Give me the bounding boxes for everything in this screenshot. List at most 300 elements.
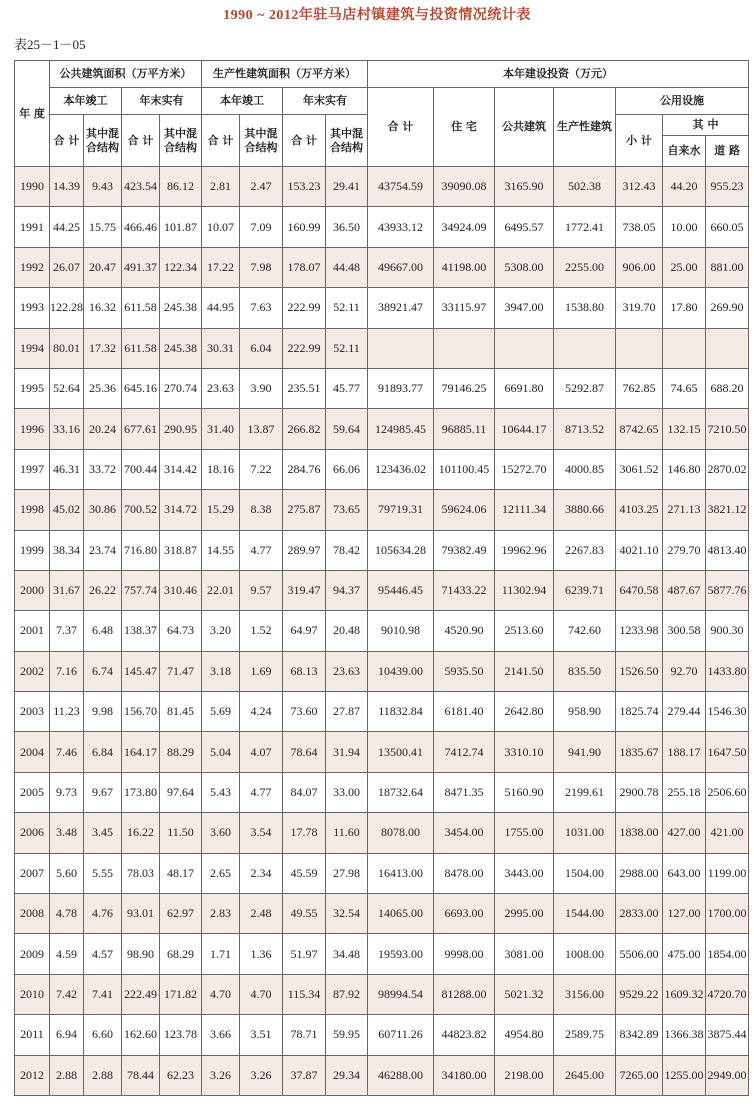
table-cell: 5160.90: [495, 772, 554, 812]
table-cell: 7210.50: [706, 409, 749, 449]
table-cell: 1233.98: [616, 611, 663, 651]
table-cell: 20.24: [84, 409, 122, 449]
header-housing: 住 宅: [434, 88, 495, 167]
header-investment: 本年建设投资（万元）: [368, 61, 749, 88]
table-cell: 74.65: [663, 368, 706, 408]
table-cell: 1546.30: [706, 692, 749, 732]
table-cell: 73.65: [326, 490, 368, 530]
table-cell: 1366.38: [663, 1015, 706, 1055]
table-cell: 78.44: [122, 1055, 160, 1095]
table-cell: 14.55: [202, 530, 240, 570]
table-cell: 2645.00: [554, 1055, 616, 1095]
table-cell: 4021.10: [616, 530, 663, 570]
table-cell: 270.74: [160, 368, 202, 408]
table-cell: 423.54: [122, 167, 160, 207]
table-cell: 62.23: [160, 1055, 202, 1095]
table-cell: 881.00: [706, 247, 749, 287]
table-cell: 1854.00: [706, 934, 749, 974]
table-row: [15, 207, 749, 247]
table-cell: 491.37: [122, 247, 160, 287]
table-cell: 611.58: [122, 328, 160, 368]
table-cell: 45.77: [326, 368, 368, 408]
table-row: [15, 651, 749, 691]
table-cell: 3.18: [202, 651, 240, 691]
year-cell: 2002: [15, 651, 50, 691]
table-cell: 156.70: [122, 692, 160, 732]
table-cell: 46288.00: [368, 1055, 434, 1095]
table-cell: 45.02: [50, 490, 84, 530]
header-public-completed-total: 合 计: [50, 115, 84, 167]
table-cell: 178.07: [283, 247, 326, 287]
table-cell: 30.31: [202, 328, 240, 368]
table-cell: 4.77: [240, 772, 283, 812]
table-cell: 16.32: [84, 288, 122, 328]
table-cell: 71433.22: [434, 570, 495, 610]
table-cell: 160.99: [283, 207, 326, 247]
table-cell: 15272.70: [495, 449, 554, 489]
table-cell: 266.82: [283, 409, 326, 449]
table-cell: 9.73: [50, 772, 84, 812]
table-row: [15, 328, 749, 368]
table-row: [15, 530, 749, 570]
table-cell: 6495.57: [495, 207, 554, 247]
table-cell: 4.70: [202, 974, 240, 1014]
year-cell: 2007: [15, 853, 50, 893]
table-cell: 17.22: [202, 247, 240, 287]
table-cell: 3.45: [84, 813, 122, 853]
table-cell: 312.43: [616, 167, 663, 207]
table-cell: 2.88: [84, 1055, 122, 1095]
table-cell: 8742.65: [616, 409, 663, 449]
table-cell: 122.28: [50, 288, 84, 328]
table-cell: 122.34: [160, 247, 202, 287]
table-cell: 13.87: [240, 409, 283, 449]
table-cell: 59.95: [326, 1015, 368, 1055]
table-cell: 39090.08: [434, 167, 495, 207]
table-cell: 1199.00: [706, 853, 749, 893]
table-row: [15, 449, 749, 489]
table-cell: 5506.00: [616, 934, 663, 974]
table-cell: 1504.00: [554, 853, 616, 893]
table-cell: 2198.00: [495, 1055, 554, 1095]
table-cell: 38921.47: [368, 288, 434, 328]
year-cell: 1996: [15, 409, 50, 449]
table-cell: 7.37: [50, 611, 84, 651]
year-cell: 2003: [15, 692, 50, 732]
table-cell: 2642.80: [495, 692, 554, 732]
table-row: [15, 813, 749, 853]
header-public-yearend-total: 合 计: [122, 115, 160, 167]
table-cell: 475.00: [663, 934, 706, 974]
table-cell: 78.71: [283, 1015, 326, 1055]
table-cell: 1825.74: [616, 692, 663, 732]
table-cell: [706, 328, 749, 368]
table-cell: 421.00: [706, 813, 749, 853]
table-cell: 271.13: [663, 490, 706, 530]
table-cell: 2506.60: [706, 772, 749, 812]
table-cell: 59.64: [326, 409, 368, 449]
table-cell: 153.23: [283, 167, 326, 207]
table-cell: [495, 328, 554, 368]
table-cell: 30.86: [84, 490, 122, 530]
table-cell: 269.90: [706, 288, 749, 328]
statistics-table: [14, 60, 749, 1096]
table-cell: 132.15: [663, 409, 706, 449]
table-cell: 64.97: [283, 611, 326, 651]
table-cell: 3.54: [240, 813, 283, 853]
table-cell: 23.63: [326, 651, 368, 691]
table-cell: 44823.82: [434, 1015, 495, 1055]
table-cell: 4.57: [84, 934, 122, 974]
table-cell: 7.22: [240, 449, 283, 489]
table-cell: 1755.00: [495, 813, 554, 853]
table-cell: 10644.17: [495, 409, 554, 449]
table-cell: 955.23: [706, 167, 749, 207]
table-cell: 79146.25: [434, 368, 495, 408]
table-cell: 68.13: [283, 651, 326, 691]
header-production-yearend-total: 合 计: [283, 115, 326, 167]
table-cell: 6.84: [84, 732, 122, 772]
table-cell: 289.97: [283, 530, 326, 570]
header-facilities-of-which: 其 中: [663, 115, 749, 136]
table-cell: 34.48: [326, 934, 368, 974]
table-row: [15, 772, 749, 812]
table-cell: 6.60: [84, 1015, 122, 1055]
table-cell: 43933.12: [368, 207, 434, 247]
table-cell: 127.00: [663, 894, 706, 934]
table-row: [15, 490, 749, 530]
table-cell: 18.16: [202, 449, 240, 489]
table-cell: 49.55: [283, 894, 326, 934]
year-cell: 1998: [15, 490, 50, 530]
table-cell: 6181.40: [434, 692, 495, 732]
table-cell: 245.38: [160, 288, 202, 328]
table-cell: 6691.80: [495, 368, 554, 408]
table-cell: 284.76: [283, 449, 326, 489]
table-cell: 2995.00: [495, 894, 554, 934]
table-cell: 101100.45: [434, 449, 495, 489]
table-cell: 91893.77: [368, 368, 434, 408]
table-cell: 27.98: [326, 853, 368, 893]
table-cell: [663, 328, 706, 368]
table-cell: 738.05: [616, 207, 663, 247]
table-cell: 188.17: [663, 732, 706, 772]
table-cell: 44.20: [663, 167, 706, 207]
header-road: 道 路: [706, 136, 749, 167]
table-cell: 101.87: [160, 207, 202, 247]
table-cell: 1544.00: [554, 894, 616, 934]
table-cell: 80.01: [50, 328, 84, 368]
table-cell: 7.42: [50, 974, 84, 1014]
table-cell: 835.50: [554, 651, 616, 691]
table-cell: 14.39: [50, 167, 84, 207]
table-cell: 2141.50: [495, 651, 554, 691]
table-row: [15, 167, 749, 207]
table-cell: 645.16: [122, 368, 160, 408]
table-cell: 171.82: [160, 974, 202, 1014]
table-cell: 162.60: [122, 1015, 160, 1055]
table-row: [15, 1015, 749, 1055]
table-cell: 314.72: [160, 490, 202, 530]
table-cell: 94.37: [326, 570, 368, 610]
table-cell: 33.00: [326, 772, 368, 812]
table-cell: 688.20: [706, 368, 749, 408]
table-cell: 314.42: [160, 449, 202, 489]
table-cell: 2900.78: [616, 772, 663, 812]
table-cell: 98994.54: [368, 974, 434, 1014]
table-cell: 660.05: [706, 207, 749, 247]
table-cell: 3.20: [202, 611, 240, 651]
table-cell: 18732.64: [368, 772, 434, 812]
page-title: 1990 ~ 2012年驻马店村镇建筑与投资情况统计表: [223, 8, 531, 23]
header-production-building: 生产性建筑: [554, 88, 616, 167]
table-cell: 1.71: [202, 934, 240, 974]
header-production-yearend-mixed: 其中混合结构: [326, 115, 368, 167]
table-cell: 26.07: [50, 247, 84, 287]
table-cell: 2267.83: [554, 530, 616, 570]
table-cell: 4000.85: [554, 449, 616, 489]
table-cell: 3.90: [240, 368, 283, 408]
table-cell: 49667.00: [368, 247, 434, 287]
table-cell: 1609.32: [663, 974, 706, 1014]
table-cell: 10.00: [663, 207, 706, 247]
table-cell: 73.60: [283, 692, 326, 732]
year-cell: 2012: [15, 1055, 50, 1095]
table-cell: 255.18: [663, 772, 706, 812]
table-cell: 1538.80: [554, 288, 616, 328]
table-cell: 700.44: [122, 449, 160, 489]
header-production-year-end: 年末实有: [283, 88, 368, 115]
table-row: [15, 611, 749, 651]
table-cell: 7.98: [240, 247, 283, 287]
year-cell: 1994: [15, 328, 50, 368]
table-cell: 9.67: [84, 772, 122, 812]
year-cell: 2004: [15, 732, 50, 772]
table-cell: 88.29: [160, 732, 202, 772]
table-cell: 4720.70: [706, 974, 749, 1014]
table-cell: 9010.98: [368, 611, 434, 651]
table-cell: 941.90: [554, 732, 616, 772]
table-cell: 8478.00: [434, 853, 495, 893]
table-cell: 6.74: [84, 651, 122, 691]
table-cell: 5021.32: [495, 974, 554, 1014]
table-cell: 906.00: [616, 247, 663, 287]
table-cell: 33.72: [84, 449, 122, 489]
table-cell: 81.45: [160, 692, 202, 732]
table-cell: 4.24: [240, 692, 283, 732]
table-cell: 123.78: [160, 1015, 202, 1055]
year-cell: 1997: [15, 449, 50, 489]
table-cell: 64.73: [160, 611, 202, 651]
table-cell: 5.04: [202, 732, 240, 772]
table-cell: 502.38: [554, 167, 616, 207]
table-cell: 105634.28: [368, 530, 434, 570]
table-cell: 16.22: [122, 813, 160, 853]
table-cell: 4.59: [50, 934, 84, 974]
year-cell: 2010: [15, 974, 50, 1014]
table-cell: 3.60: [202, 813, 240, 853]
table-cell: 643.00: [663, 853, 706, 893]
table-cell: 3081.00: [495, 934, 554, 974]
table-cell: 1433.80: [706, 651, 749, 691]
table-cell: 6239.71: [554, 570, 616, 610]
table-cell: 38.34: [50, 530, 84, 570]
table-row: [15, 894, 749, 934]
table-cell: 2.48: [240, 894, 283, 934]
table-cell: 12111.34: [495, 490, 554, 530]
table-cell: 14065.00: [368, 894, 434, 934]
table-cell: 5935.50: [434, 651, 495, 691]
table-cell: 115.34: [283, 974, 326, 1014]
table-cell: 98.90: [122, 934, 160, 974]
table-cell: 1835.67: [616, 732, 663, 772]
table-cell: 17.80: [663, 288, 706, 328]
table-cell: 79719.31: [368, 490, 434, 530]
year-cell: 2005: [15, 772, 50, 812]
table-cell: 11.23: [50, 692, 84, 732]
table-cell: 4954.80: [495, 1015, 554, 1055]
table-row: [15, 692, 749, 732]
table-cell: 319.70: [616, 288, 663, 328]
header-year: 年 度: [15, 61, 50, 167]
table-row: [15, 732, 749, 772]
table-cell: 2513.60: [495, 611, 554, 651]
table-cell: 43754.59: [368, 167, 434, 207]
table-cell: 44.95: [202, 288, 240, 328]
table-cell: 29.41: [326, 167, 368, 207]
table-cell: 7412.74: [434, 732, 495, 772]
table-cell: 8.38: [240, 490, 283, 530]
table-cell: 51.97: [283, 934, 326, 974]
table-cell: 25.00: [663, 247, 706, 287]
header-facilities-subtotal: 小 计: [616, 115, 663, 167]
table-cell: 5.69: [202, 692, 240, 732]
table-cell: 44.48: [326, 247, 368, 287]
table-cell: 2199.61: [554, 772, 616, 812]
table-cell: 7.63: [240, 288, 283, 328]
table-cell: 245.38: [160, 328, 202, 368]
table-cell: 17.32: [84, 328, 122, 368]
table-cell: 81288.00: [434, 974, 495, 1014]
table-cell: 95446.45: [368, 570, 434, 610]
table-cell: 19962.96: [495, 530, 554, 570]
table-cell: 93.01: [122, 894, 160, 934]
table-cell: 27.87: [326, 692, 368, 732]
table-cell: 2.81: [202, 167, 240, 207]
table-cell: [434, 328, 495, 368]
table-cell: 11832.84: [368, 692, 434, 732]
table-cell: 222.99: [283, 328, 326, 368]
table-cell: 1008.00: [554, 934, 616, 974]
year-cell: 1999: [15, 530, 50, 570]
table-cell: 4.70: [240, 974, 283, 1014]
table-cell: 4813.40: [706, 530, 749, 570]
table-cell: 41198.00: [434, 247, 495, 287]
header-water: 自来水: [663, 136, 706, 167]
table-cell: 1838.00: [616, 813, 663, 853]
table-cell: 59624.06: [434, 490, 495, 530]
table-cell: 3.66: [202, 1015, 240, 1055]
table-cell: 3310.10: [495, 732, 554, 772]
table-cell: 222.49: [122, 974, 160, 1014]
table-cell: 9.43: [84, 167, 122, 207]
table-cell: 145.47: [122, 651, 160, 691]
table-cell: 466.46: [122, 207, 160, 247]
table-cell: 235.51: [283, 368, 326, 408]
table-cell: 11.60: [326, 813, 368, 853]
table-cell: 2.83: [202, 894, 240, 934]
table-cell: 958.90: [554, 692, 616, 732]
table-cell: 34180.00: [434, 1055, 495, 1095]
table-cell: 46.31: [50, 449, 84, 489]
table-cell: 48.17: [160, 853, 202, 893]
table-cell: 279.44: [663, 692, 706, 732]
table-cell: 4.78: [50, 894, 84, 934]
table-cell: 742.60: [554, 611, 616, 651]
header-public-yearend-mixed: 其中混合结构: [160, 115, 202, 167]
table-row: [15, 853, 749, 893]
table-cell: 123436.02: [368, 449, 434, 489]
table-cell: 2.47: [240, 167, 283, 207]
table-cell: 2.88: [50, 1055, 84, 1095]
table-cell: 20.48: [326, 611, 368, 651]
header-investment-total: 合 计: [368, 88, 434, 167]
table-cell: 487.67: [663, 570, 706, 610]
table-cell: 1772.41: [554, 207, 616, 247]
table-cell: 52.11: [326, 328, 368, 368]
table-cell: 78.64: [283, 732, 326, 772]
table-cell: 8471.35: [434, 772, 495, 812]
table-cell: 7.41: [84, 974, 122, 1014]
table-cell: 29.34: [326, 1055, 368, 1095]
table-cell: 52.11: [326, 288, 368, 328]
table-cell: 2589.75: [554, 1015, 616, 1055]
table-cell: 84.07: [283, 772, 326, 812]
table-cell: 1255.00: [663, 1055, 706, 1095]
table-cell: 7.46: [50, 732, 84, 772]
table-cell: 3875.44: [706, 1015, 749, 1055]
table-cell: 3.51: [240, 1015, 283, 1055]
table-cell: 52.64: [50, 368, 84, 408]
table-cell: 3821.12: [706, 490, 749, 530]
table-cell: 7265.00: [616, 1055, 663, 1095]
table-cell: 20.47: [84, 247, 122, 287]
table-cell: 3165.90: [495, 167, 554, 207]
table-cell: 17.78: [283, 813, 326, 853]
year-cell: 2009: [15, 934, 50, 974]
table-cell: [616, 328, 663, 368]
table-cell: 92.70: [663, 651, 706, 691]
table-cell: 319.47: [283, 570, 326, 610]
table-cell: [368, 328, 434, 368]
table-row: [15, 368, 749, 408]
table-cell: 10.07: [202, 207, 240, 247]
table-cell: 6.04: [240, 328, 283, 368]
table-cell: 757.74: [122, 570, 160, 610]
year-cell: 2001: [15, 611, 50, 651]
table-cell: 45.59: [283, 853, 326, 893]
table-cell: 7.16: [50, 651, 84, 691]
table-cell: 36.50: [326, 207, 368, 247]
table-cell: 1.36: [240, 934, 283, 974]
table-cell: 2870.02: [706, 449, 749, 489]
year-cell: 2006: [15, 813, 50, 853]
table-cell: 37.87: [283, 1055, 326, 1095]
table-cell: 222.99: [283, 288, 326, 328]
table-cell: 2833.00: [616, 894, 663, 934]
table-cell: 138.37: [122, 611, 160, 651]
table-cell: 318.87: [160, 530, 202, 570]
